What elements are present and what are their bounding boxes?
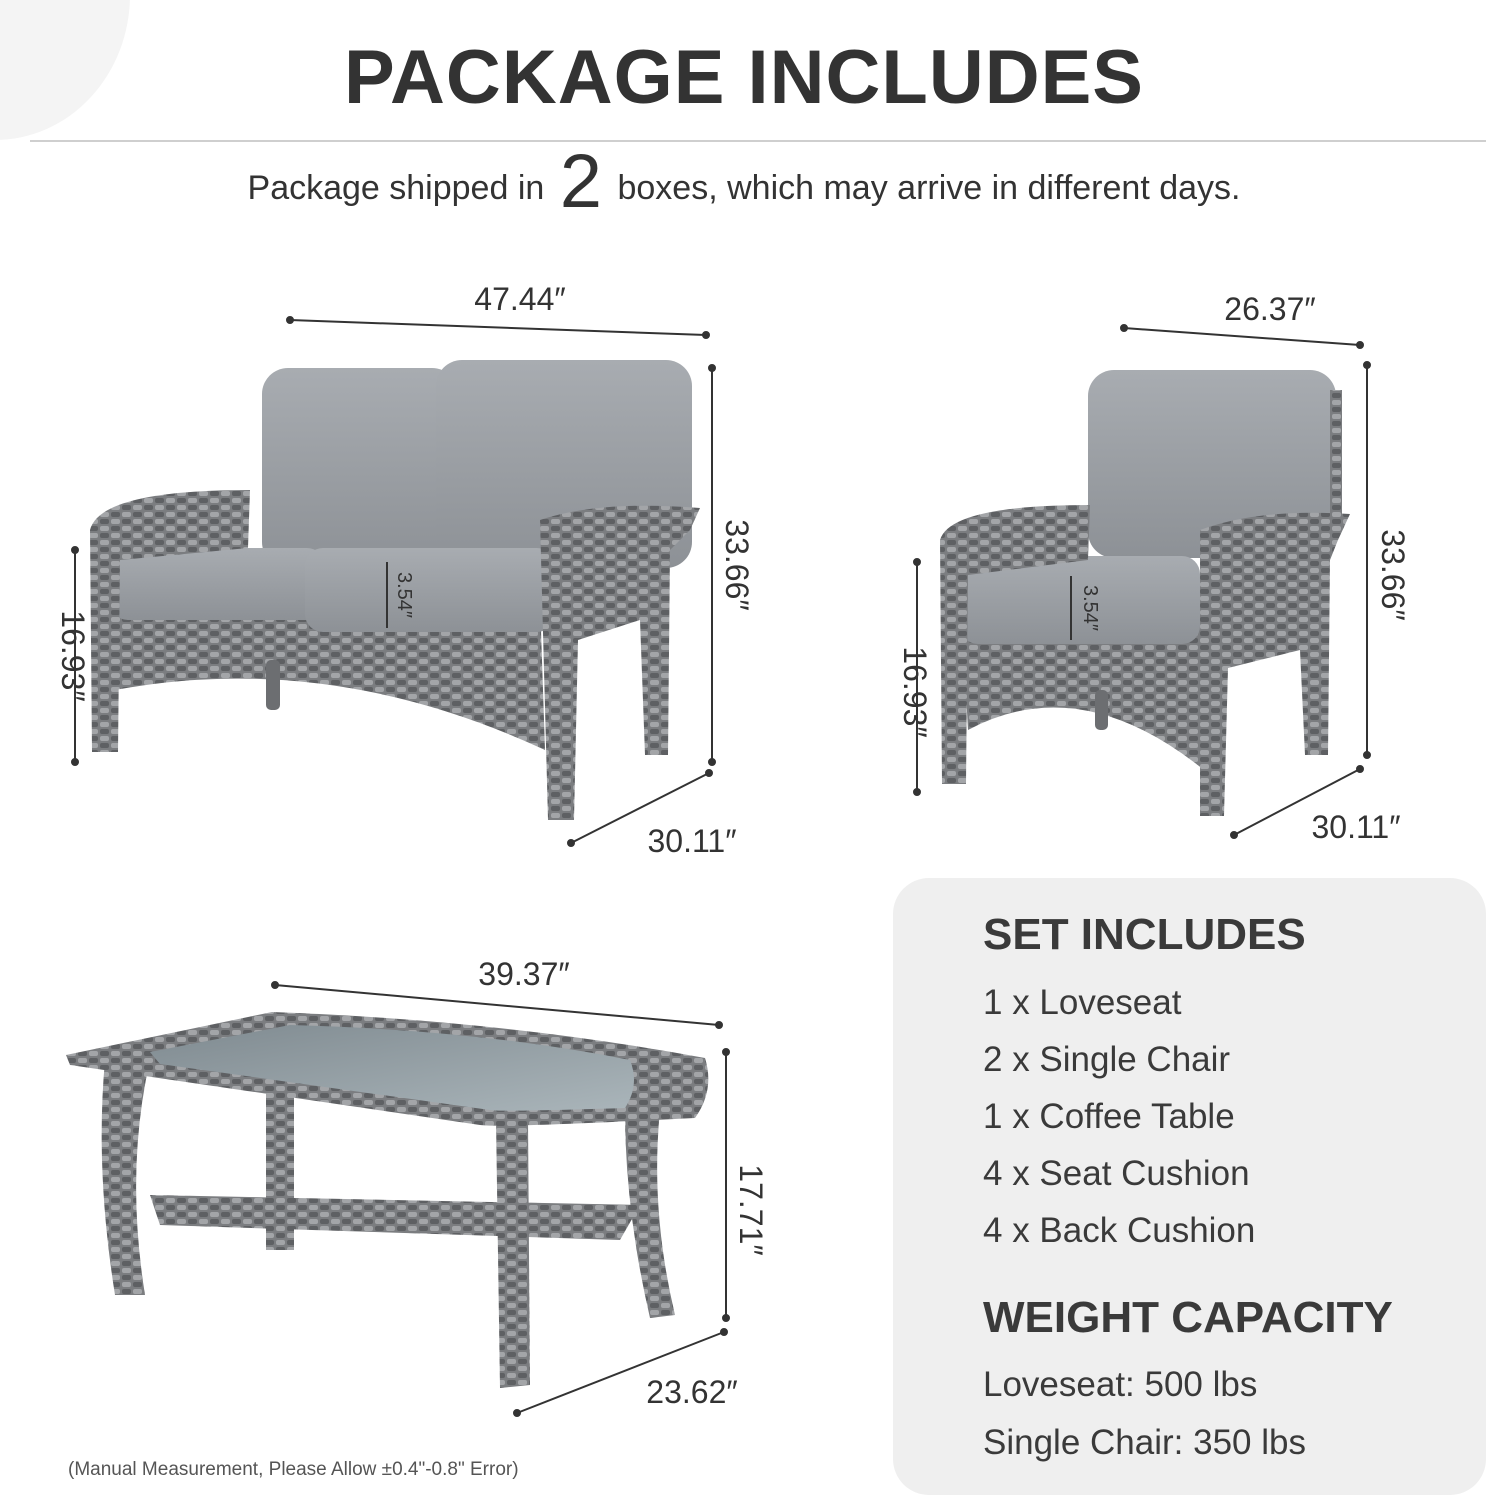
measurement-note: (Manual Measurement, Please Allow ±0.4"-0.8" Error) <box>68 1459 519 1480</box>
chair-depth-label: 30.11″ <box>1311 809 1401 845</box>
table-width-label: 39.37″ <box>478 956 570 992</box>
set-item: 1 x Coffee Table <box>983 1097 1235 1136</box>
loveseat-back-cushion-left <box>262 368 458 568</box>
set-includes-title: SET INCLUDES <box>983 910 1306 959</box>
chair-illustration <box>940 370 1350 816</box>
chair-cushion-label: 3.54″ <box>1079 584 1101 632</box>
loveseat-seat-cushion-left <box>110 548 325 620</box>
table-front-leg <box>496 1120 530 1388</box>
shipping-prefix: Package shipped in <box>247 169 545 207</box>
set-item: 2 x Single Chair <box>983 1040 1231 1079</box>
chair-width-label: 26.37″ <box>1224 291 1316 327</box>
page-title: PACKAGE INCLUDES <box>344 35 1144 120</box>
set-item: 4 x Seat Cushion <box>983 1154 1250 1193</box>
shipping-suffix: boxes, which may arrive in different days. <box>617 169 1241 207</box>
table-right-leg <box>625 1110 675 1318</box>
loveseat-cushion-label: 3.54″ <box>393 571 415 619</box>
box-count: 2 <box>559 139 603 224</box>
coffee-table-illustration <box>66 1012 708 1388</box>
table-height-label: 17.71″ <box>733 1164 769 1256</box>
loveseat-width-label: 47.44″ <box>474 281 566 317</box>
table-shelf <box>150 1195 640 1240</box>
loveseat-depth-label: 30.11″ <box>647 823 737 859</box>
chair-height-label: 33.66″ <box>1375 529 1411 621</box>
loveseat-back-leg <box>266 660 280 710</box>
table-depth-label: 23.62″ <box>646 1374 738 1410</box>
set-item: 4 x Back Cushion <box>983 1211 1256 1250</box>
chair-right-arm <box>1200 513 1350 816</box>
loveseat-height-label: 33.66″ <box>719 519 755 611</box>
set-item: 1 x Loveseat <box>983 983 1182 1022</box>
chair-seat-height-label: 16.93″ <box>897 646 933 738</box>
table-left-leg <box>102 1060 150 1295</box>
set-includes-panel <box>893 878 1486 1495</box>
loveseat-seat-height-label: 16.93″ <box>55 610 91 702</box>
loveseat-seat-cushion-right <box>305 548 555 632</box>
weight-capacity-title: WEIGHT CAPACITY <box>983 1293 1393 1342</box>
chair-back-leg <box>1095 690 1108 730</box>
weight-item: Single Chair: 350 lbs <box>983 1423 1306 1462</box>
weight-item: Loveseat: 500 lbs <box>983 1365 1258 1404</box>
chair-back-frame <box>1330 390 1342 530</box>
